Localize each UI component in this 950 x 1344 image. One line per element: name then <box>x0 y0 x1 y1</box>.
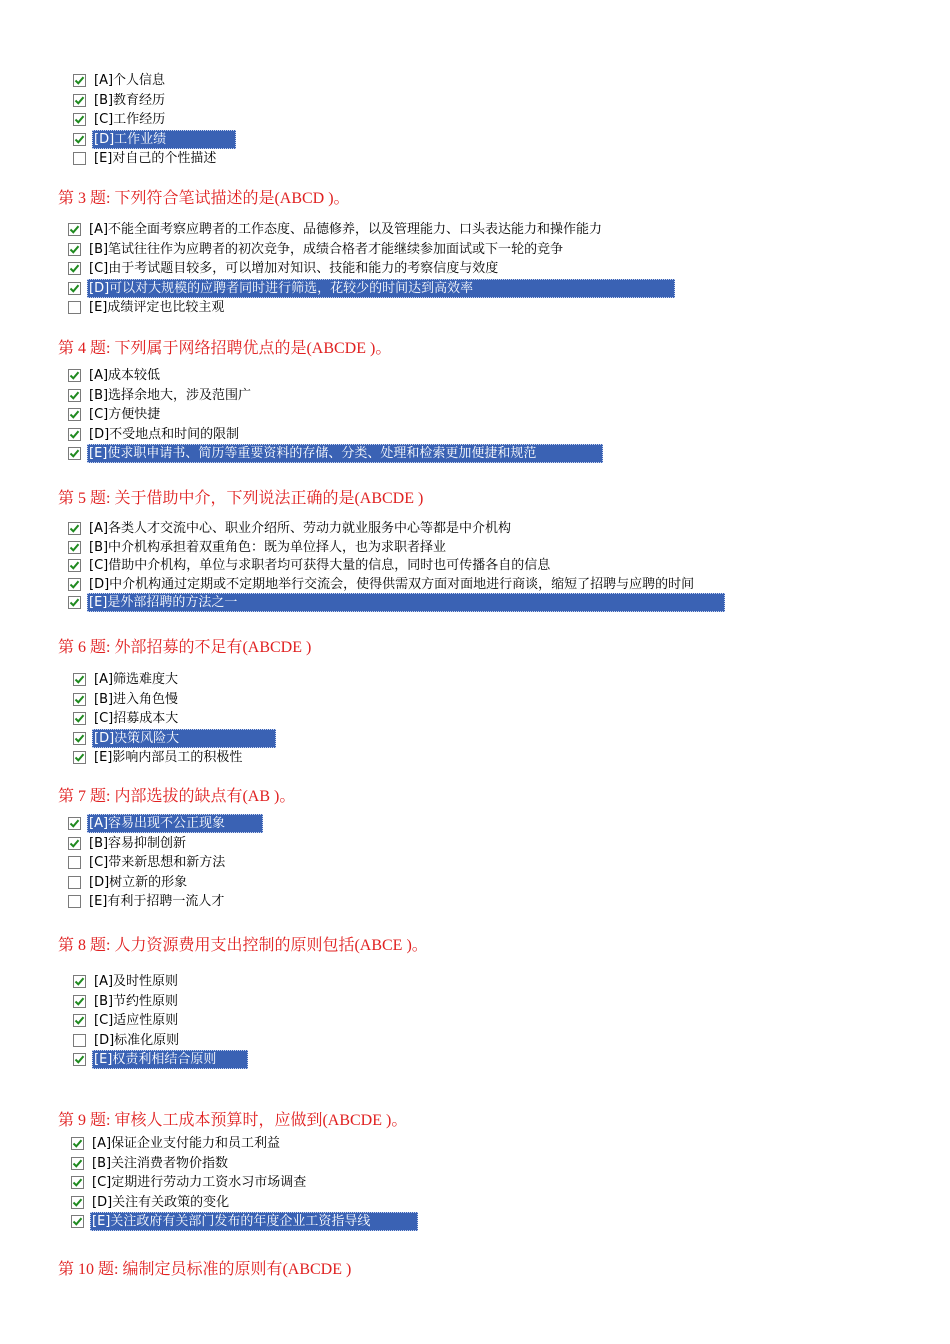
question-title: 第 3 题: 下列符合笔试描述的是(ABCD )。 <box>58 190 350 207</box>
option-label: [A]及时性原则 <box>94 974 179 989</box>
answer-option[interactable] <box>68 873 189 892</box>
answer-option[interactable] <box>68 814 263 833</box>
question-title: 第 10 题: 编制定员标准的原则有(ABCDE ) <box>58 1261 352 1278</box>
checked-checkbox[interactable] <box>68 522 81 535</box>
option-label: [A]保证企业支付能力和员工利益 <box>92 1136 281 1151</box>
answer-option[interactable] <box>68 405 162 424</box>
option-label: [C]工作经历 <box>94 112 166 127</box>
checked-checkbox[interactable] <box>71 1157 84 1170</box>
option-label: [B]容易抑制创新 <box>89 835 187 851</box>
checked-checkbox[interactable] <box>71 1215 84 1228</box>
checked-checkbox[interactable] <box>68 578 81 591</box>
answer-option[interactable] <box>68 240 565 259</box>
checked-checkbox[interactable] <box>73 732 86 745</box>
checked-checkbox[interactable] <box>71 1196 84 1209</box>
option-label: [C]带来新思想和新方法 <box>89 855 226 870</box>
option-label: [A]不能全面考察应聘者的工作态度、品德修养，以及管理能力、口头表达能力和操作能力 <box>89 222 603 237</box>
answer-option[interactable] <box>68 425 241 444</box>
option-label: [D]标准化原则 <box>94 1032 180 1048</box>
option-label: [A]筛选难度大 <box>94 672 179 687</box>
option-label: [E]有利于招聘一流人才 <box>89 894 225 909</box>
question-title: 第 4 题: 下列属于网络招聘优点的是(ABCDE )。 <box>58 340 392 357</box>
option-label: [C]方便快捷 <box>89 407 161 422</box>
answer-option[interactable] <box>73 690 180 709</box>
answer-option[interactable] <box>71 1134 282 1153</box>
checked-checkbox[interactable] <box>68 837 81 850</box>
answer-option[interactable] <box>68 834 188 853</box>
question-title: 第 5 题: 关于借助中介，下列说法正确的是(ABCDE ) <box>58 490 424 507</box>
checked-checkbox[interactable] <box>73 673 86 686</box>
checked-checkbox[interactable] <box>68 389 81 402</box>
checked-checkbox[interactable] <box>73 94 86 107</box>
answer-option[interactable] <box>73 71 167 90</box>
checked-checkbox[interactable] <box>68 223 81 236</box>
option-label: [C]由于考试题目较多，可以增加对知识、技能和能力的考察信度与效度 <box>89 261 499 276</box>
answer-option[interactable] <box>73 670 180 689</box>
checked-checkbox[interactable] <box>68 428 81 441</box>
option-label: [B]选择余地大，涉及范围广 <box>89 387 252 403</box>
checked-checkbox[interactable] <box>73 1014 86 1027</box>
checked-checkbox[interactable] <box>73 74 86 87</box>
unchecked-checkbox[interactable] <box>73 152 86 165</box>
option-label: [B]进入角色慢 <box>94 691 179 707</box>
answer-option[interactable] <box>73 149 218 168</box>
checked-checkbox[interactable] <box>68 408 81 421</box>
answer-option[interactable] <box>73 729 276 748</box>
checked-checkbox[interactable] <box>68 282 81 295</box>
checked-checkbox[interactable] <box>73 1053 86 1066</box>
option-label: [C]定期进行劳动力工资水习市场调查 <box>92 1175 307 1190</box>
checked-checkbox[interactable] <box>68 262 81 275</box>
question-title: 第 6 题: 外部招募的不足有(ABCDE ) <box>58 639 312 656</box>
answer-option[interactable] <box>73 992 180 1011</box>
checked-checkbox[interactable] <box>68 369 81 382</box>
answer-option[interactable] <box>68 519 513 538</box>
answer-option[interactable] <box>68 259 500 278</box>
answer-option[interactable] <box>68 892 226 911</box>
answer-option[interactable] <box>71 1212 418 1231</box>
option-label: [B]中介机构承担着双重角色：既为单位择人，也为求职者择业 <box>89 539 447 555</box>
option-label: [E]关注政府有关部门发布的年度企业工资指导线 <box>90 1212 418 1231</box>
answer-option[interactable] <box>73 91 167 110</box>
answer-option[interactable] <box>68 298 226 317</box>
checked-checkbox[interactable] <box>68 541 81 554</box>
option-label: [B]关注消费者物价指数 <box>92 1155 229 1171</box>
unchecked-checkbox[interactable] <box>68 856 81 869</box>
answer-option[interactable] <box>73 1050 248 1069</box>
option-label: [C]招募成本大 <box>94 711 179 726</box>
answer-option[interactable] <box>71 1154 230 1173</box>
option-label: [A]成本较低 <box>89 368 161 383</box>
option-label: [E]是外部招聘的方法之一 <box>87 593 725 612</box>
option-label: [D]不受地点和时间的限制 <box>89 426 240 442</box>
answer-option[interactable] <box>71 1193 231 1212</box>
checked-checkbox[interactable] <box>73 751 86 764</box>
answer-option[interactable] <box>73 1031 181 1050</box>
checked-checkbox[interactable] <box>73 975 86 988</box>
checked-checkbox[interactable] <box>68 596 81 609</box>
checked-checkbox[interactable] <box>68 817 81 830</box>
option-label: [E]影响内部员工的积极性 <box>94 750 243 765</box>
checked-checkbox[interactable] <box>71 1137 84 1150</box>
checked-checkbox[interactable] <box>68 243 81 256</box>
unchecked-checkbox[interactable] <box>68 301 81 314</box>
answer-option[interactable] <box>73 1011 180 1030</box>
option-label: [D]工作业绩 <box>92 130 236 149</box>
answer-option[interactable] <box>71 1173 308 1192</box>
option-label: [D]可以对大规模的应聘者同时进行筛选，花较少的时间达到高效率 <box>87 279 675 298</box>
checked-checkbox[interactable] <box>71 1176 84 1189</box>
option-label: [B]笔试往往作为应聘者的初次竞争，成绩合格者才能继续参加面试或下一轮的竞争 <box>89 241 564 257</box>
option-label: [A]容易出现不公正现象 <box>87 814 263 833</box>
question-title: 第 7 题: 内部选拔的缺点有(AB )。 <box>58 788 296 805</box>
answer-option[interactable] <box>73 130 236 149</box>
unchecked-checkbox[interactable] <box>73 1034 86 1047</box>
answer-option[interactable] <box>73 709 180 728</box>
option-label: [E]使求职申请书、简历等重要资料的存储、分类、处理和检索更加便捷和规范 <box>87 444 603 463</box>
checked-checkbox[interactable] <box>73 113 86 126</box>
option-label: [B]节约性原则 <box>94 993 179 1009</box>
option-label: [D]中介机构通过定期或不定期地举行交流会，使得供需双方面对面地进行商谈，缩短了招聘与应聘的时间 <box>89 576 695 592</box>
checked-checkbox[interactable] <box>68 447 81 460</box>
option-label: [D]决策风险大 <box>92 729 276 748</box>
option-label: [A]各类人才交流中心、职业介绍所、劳动力就业服务中心等都是中介机构 <box>89 521 512 536</box>
answer-option[interactable] <box>68 556 552 575</box>
answer-option[interactable] <box>68 538 448 557</box>
answer-option[interactable] <box>68 444 603 463</box>
question-title: 第 8 题: 人力资源费用支出控制的原则包括(ABCE )。 <box>58 937 428 954</box>
answer-option[interactable] <box>68 220 604 239</box>
checked-checkbox[interactable] <box>68 559 81 572</box>
question-title: 第 9 题: 审核人工成本预算时，应做到(ABCDE )。 <box>58 1112 408 1129</box>
checked-checkbox[interactable] <box>73 133 86 146</box>
answer-option[interactable] <box>73 972 180 991</box>
option-label: [D]树立新的形象 <box>89 874 188 890</box>
answer-option[interactable] <box>68 279 675 298</box>
answer-option[interactable] <box>68 853 227 872</box>
option-label: [C]借助中介机构，单位与求职者均可获得大量的信息，同时也可传播各自的信息 <box>89 558 551 573</box>
option-label: [A]个人信息 <box>94 73 166 88</box>
option-label: [C]适应性原则 <box>94 1013 179 1028</box>
unchecked-checkbox[interactable] <box>68 895 81 908</box>
unchecked-checkbox[interactable] <box>68 876 81 889</box>
answer-option[interactable] <box>68 593 725 612</box>
option-label: [B]教育经历 <box>94 92 166 108</box>
answer-option[interactable] <box>73 748 244 767</box>
option-label: [D]关注有关政策的变化 <box>92 1194 230 1210</box>
checked-checkbox[interactable] <box>73 712 86 725</box>
option-label: [E]权责利相结合原则 <box>92 1050 248 1069</box>
answer-option[interactable] <box>68 575 696 594</box>
option-label: [E]对自己的个性描述 <box>94 151 217 166</box>
checked-checkbox[interactable] <box>73 693 86 706</box>
option-label: [E]成绩评定也比较主观 <box>89 300 225 315</box>
answer-option[interactable] <box>68 366 162 385</box>
checked-checkbox[interactable] <box>73 995 86 1008</box>
answer-option[interactable] <box>68 386 253 405</box>
answer-option[interactable] <box>73 110 167 129</box>
